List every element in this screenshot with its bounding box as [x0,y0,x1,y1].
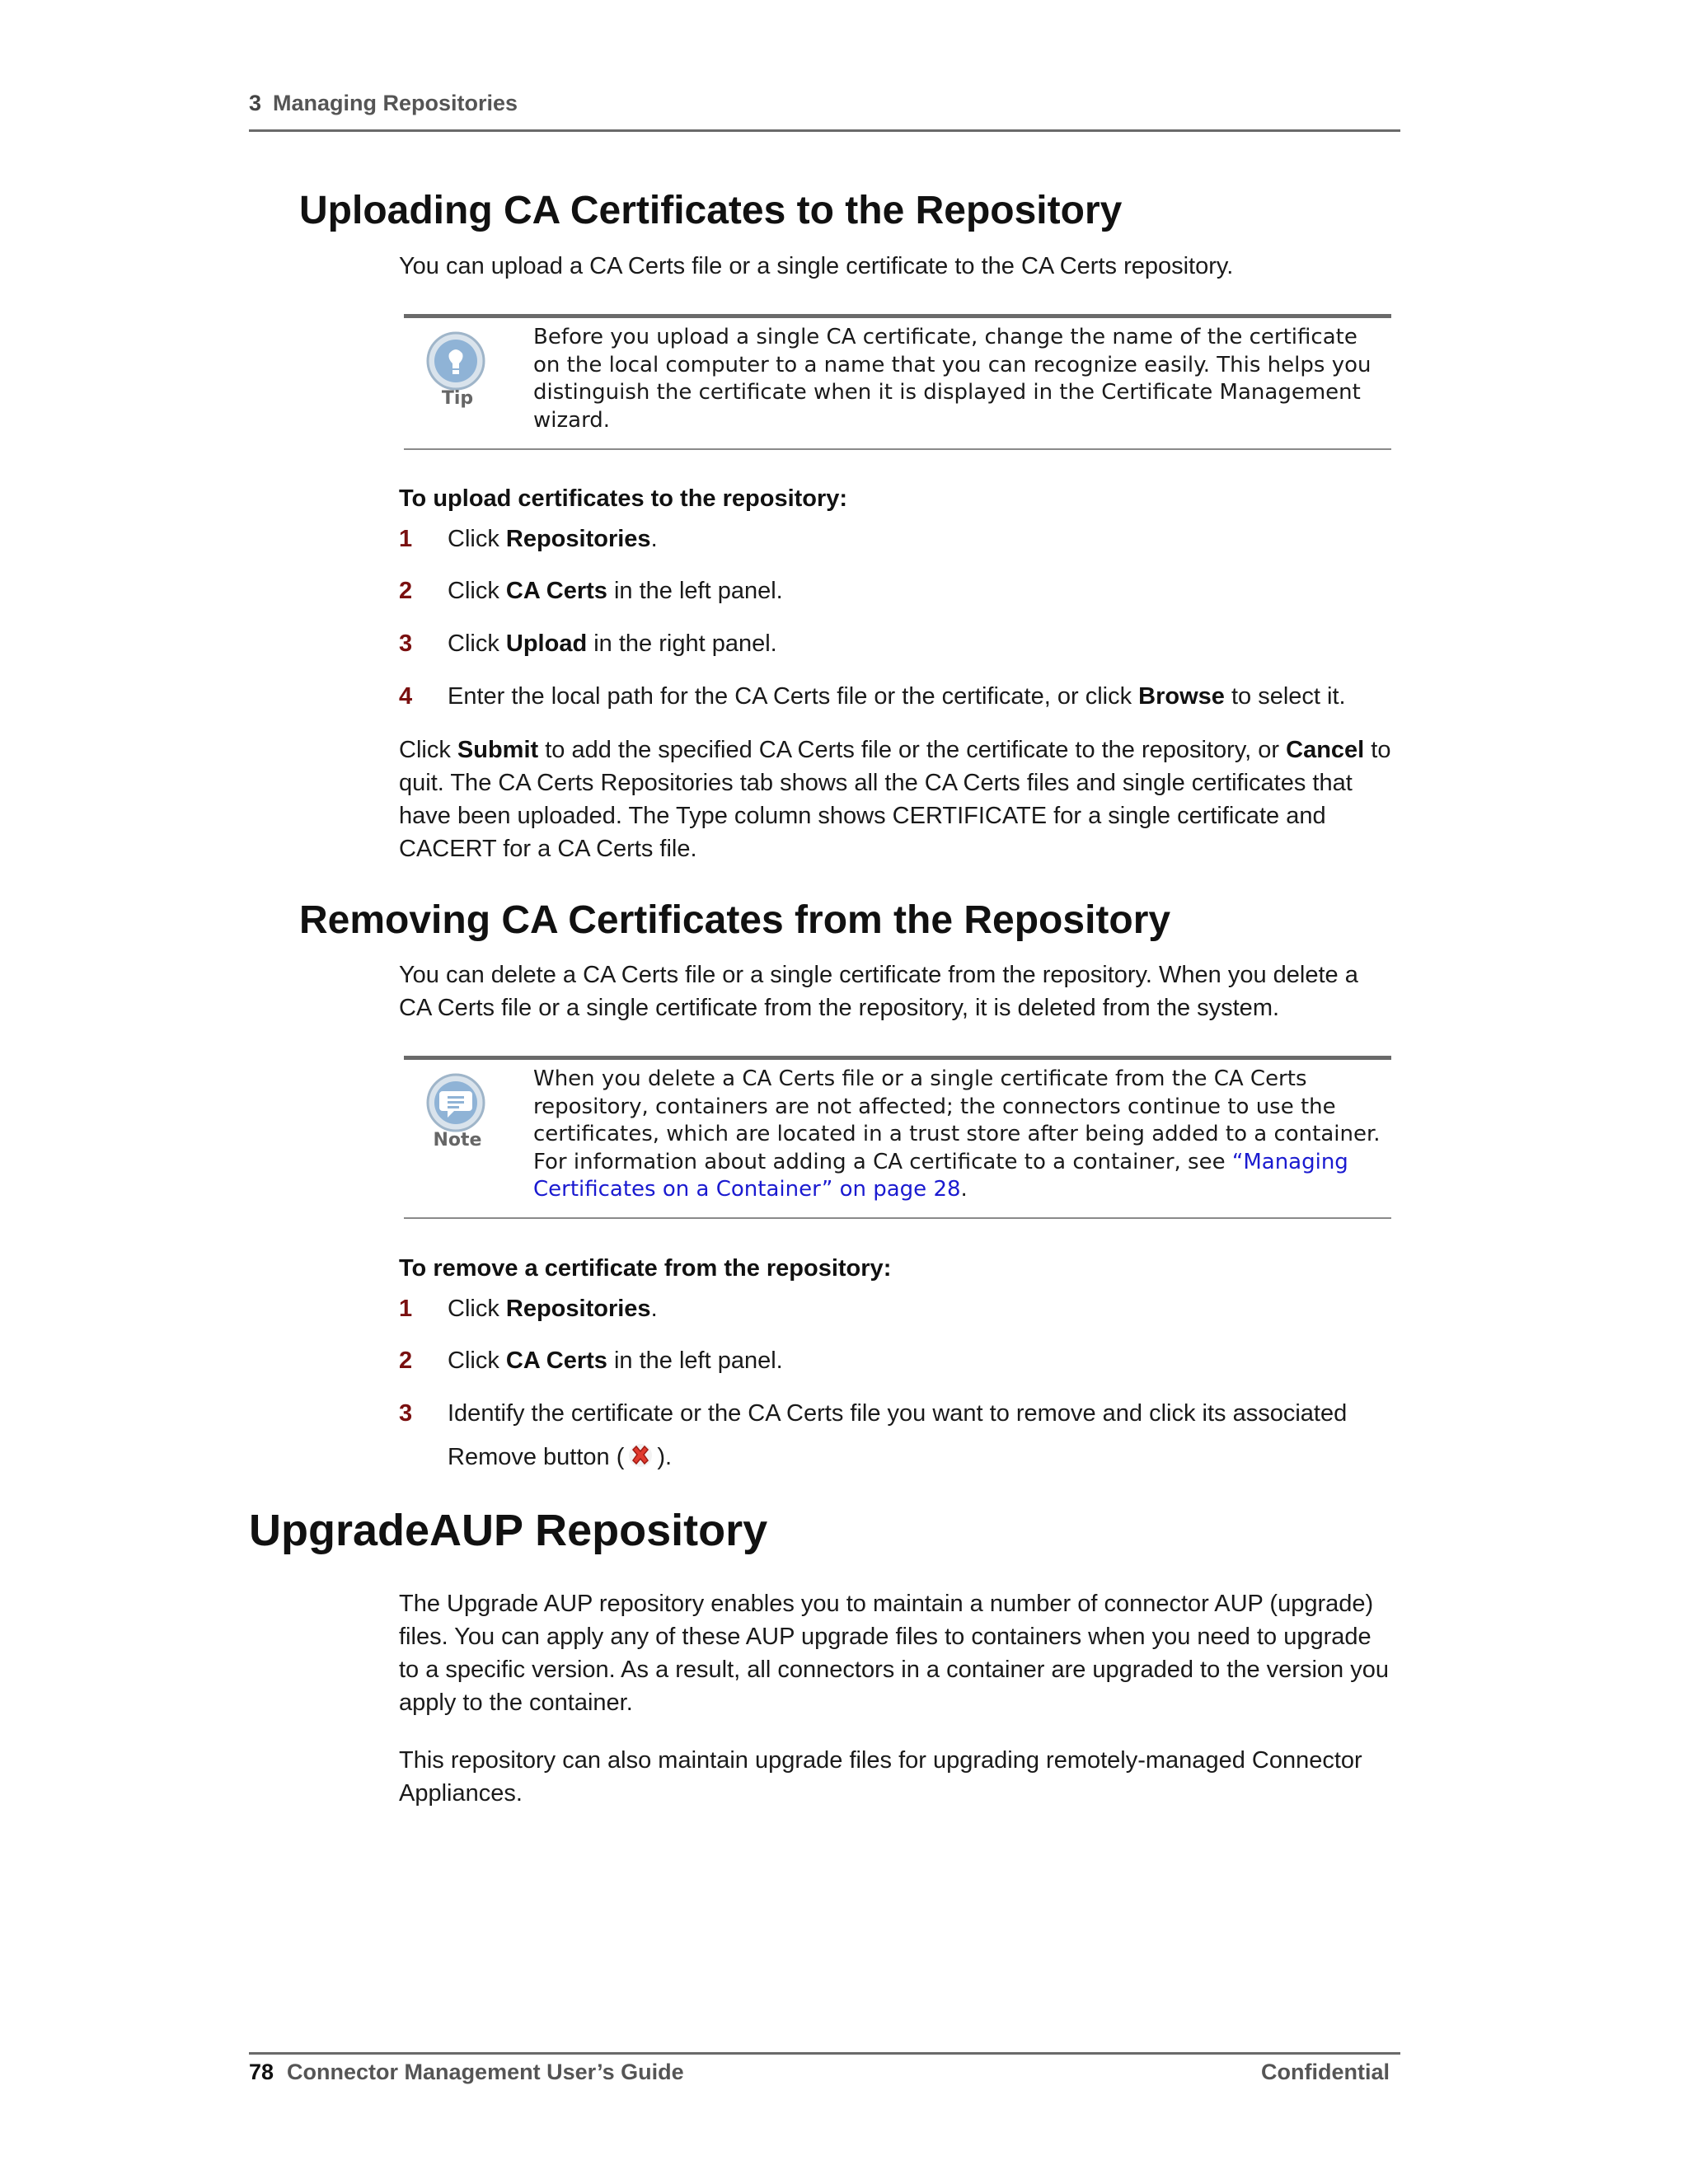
ui-term: CA Certs [505,578,607,604]
tip-icon-group [420,329,495,419]
note-box-bottom-rule [404,1217,1391,1219]
cross-reference-link[interactable]: “Managing Certificates on a Container” on page 28 [533,1149,1348,1202]
ui-term: Repositories [505,1296,651,1322]
header-rule [249,129,1400,132]
step-number: 3 [399,630,413,657]
remove-x-icon [627,1442,654,1469]
step-number: 1 [399,1296,413,1322]
ui-term: Browse [1138,683,1225,710]
step-number: 4 [399,683,413,710]
tip-box-top-rule [404,314,1391,318]
aup-section-title: UpgradeAUP Repository [249,1506,768,1555]
remove-step-1: 1 Click Repositories. [399,1296,658,1322]
tip-box [404,314,1391,451]
tip-text: Before you upload a single CA certificate, change the name of the certificate on the local computer to a name that you can recognize easily. This helps you distinguish the certificate when it is displayed in the Certificate Management wizard. [533,325,1372,433]
running-header [249,91,518,116]
step-number: 3 [399,1400,413,1427]
lightbulb-icon [420,329,495,395]
remove-intro: You can delete a CA Certs file or a single certificate from the repository. When you delete a CA Certs file or a single certificate from the repository, it is deleted from the system. [399,962,1358,1021]
aup-paragraph-2: This repository can also maintain upgrade files for upgrading remotely-managed Connector Appliances. [399,1747,1362,1807]
step-number: 2 [399,578,413,604]
tip-box-bottom-rule [404,448,1391,450]
footer-rule [249,2052,1400,2055]
upload-step-2: 2 Click CA Certs in the left panel. [399,578,783,604]
note-icon [420,1071,495,1137]
footer-left [249,2060,684,2085]
remove-step-3: 3 Identify the certificate or the CA Certs file you want to remove and click its associated Remove button ( ). [399,1400,1348,1470]
upload-step-1: 1 Click Repositories. [399,526,658,552]
upload-step-3: 3 Click Upload in the right panel. [399,630,777,657]
chapter-title: Managing Repositories [273,91,518,115]
tip-icon-label: Tip [441,388,474,409]
step-number: 2 [399,1347,413,1374]
aup-paragraph-1: The Upgrade AUP repository enables you to maintain a number of connector AUP (upgrade) files. You can apply any of these AUP upgrade files to containers when you need to upgrade to a specific version. As a result, all connectors in a container are upgraded to the version you apply to the container. [399,1591,1389,1716]
page-number: 78 [249,2060,274,2084]
remove-procedure-title: To remove a certificate from the repository: [399,1255,892,1282]
step-number: 1 [399,526,413,552]
note-text: When you delete a CA Certs file or a single certificate from the CA Certs repository, containers are not affected; the connectors continue to use the certificates, which are located in a trust store after being added to a container. For information about adding a CA certificate to a container, see “Managing Certificates on a Container” on page 28. [533,1066,1381,1202]
footer-classification: Confidential [1261,2060,1390,2084]
note-box [404,1056,1391,1221]
remove-step-2: 2 Click CA Certs in the left panel. [399,1347,783,1374]
ui-term: Cancel [1286,737,1365,763]
upload-step-4: 4 Enter the local path for the CA Certs file or the certificate, or click Browse to select it. [399,683,1346,710]
ui-term: Repositories [505,526,651,552]
upload-procedure-title: To upload certificates to the repository: [399,485,848,512]
note-icon-group [420,1071,495,1161]
upload-section-title: Uploading CA Certificates to the Repository [299,189,1123,232]
book-title: Connector Management User’s Guide [287,2060,684,2084]
note-box-top-rule [404,1056,1391,1060]
note-icon-label: Note [433,1130,482,1151]
remove-section-title: Removing CA Certificates from the Repository [299,898,1171,942]
ui-term: CA Certs [505,1347,607,1374]
ui-term: Upload [505,630,588,657]
chapter-number: 3 [249,91,262,115]
upload-intro: You can upload a CA Certs file or a single certificate to the CA Certs repository. [399,253,1234,279]
ui-term: Submit [457,737,539,763]
upload-result: Click Submit to add the specified CA Certs file or the certificate to the repository, or Cancel to quit. The CA Certs Repositories tab shows all the CA Certs files and single certificates that have been uploaded. The Type column shows CERTIFICATE for a single certificate and CACERT for a CA Certs file. [399,737,1391,862]
